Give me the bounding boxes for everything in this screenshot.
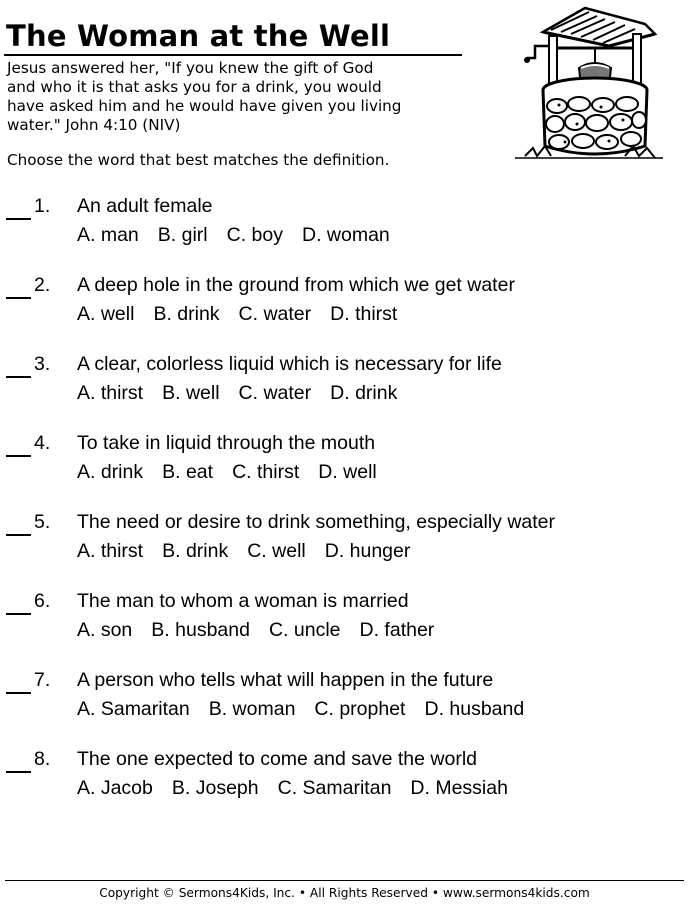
question-number: 8. [34, 748, 51, 770]
option-a: A. well [77, 303, 135, 325]
scripture-verse [7, 59, 477, 135]
question-number: 3. [34, 353, 51, 375]
option-b: B. drink [162, 540, 229, 562]
question-definition: To take in liquid through the mouth [77, 432, 376, 454]
question-item [0, 431, 689, 510]
question-number: 7. [34, 669, 51, 691]
question-item [0, 747, 689, 826]
answer-options [77, 381, 416, 405]
option-d: D. well [318, 461, 377, 483]
question-definition: The need or desire to drink something, especially water [77, 511, 555, 533]
question-item [0, 589, 689, 668]
answer-options [77, 539, 429, 563]
option-b: B. eat [162, 461, 214, 483]
question-definition: The man to whom a woman is married [77, 590, 409, 612]
question-definition: A clear, colorless liquid which is necessary for life [77, 353, 502, 375]
option-c: C. prophet [314, 698, 406, 720]
answer-options [77, 302, 416, 326]
option-c: C. boy [226, 224, 283, 246]
page-title: The Woman at the Well [6, 19, 391, 53]
question-item [0, 194, 689, 273]
wishing-well-icon [505, 6, 665, 164]
answer-options [77, 460, 396, 484]
option-a: A. son [77, 619, 133, 641]
answer-blank[interactable] [6, 455, 31, 457]
option-d: D. father [359, 619, 435, 641]
option-b: B. Joseph [171, 777, 259, 799]
footer-copyright: Copyright © Sermons4Kids, Inc. • All Rights Reserved • www.sermons4kids.com [99, 886, 590, 900]
question-item [0, 510, 689, 589]
instructions: Choose the word that best matches the definition. [7, 151, 390, 169]
question-number: 1. [34, 195, 51, 217]
option-c: C. Samaritan [277, 777, 392, 799]
question-definition: The one expected to come and save the world [77, 748, 477, 770]
option-d: D. thirst [330, 303, 398, 325]
question-definition: A deep hole in the ground from which we get water [77, 274, 515, 296]
question-number: 4. [34, 432, 51, 454]
option-a: A. thirst [77, 382, 144, 404]
question-number: 6. [34, 590, 51, 612]
question-item [0, 668, 689, 747]
option-a: A. Samaritan [77, 698, 190, 720]
answer-options [77, 697, 543, 721]
question-definition: A person who tells what will happen in the future [77, 669, 494, 691]
answer-blank[interactable] [6, 297, 31, 299]
answer-blank[interactable] [6, 218, 31, 220]
answer-blank[interactable] [6, 613, 31, 615]
question-definition: An adult female [77, 195, 213, 217]
title-underline [4, 54, 462, 56]
option-b: B. drink [153, 303, 220, 325]
answer-options [77, 618, 453, 642]
verse-line: have asked him and he would have given you living [7, 97, 402, 115]
option-d: D. drink [330, 382, 398, 404]
answer-blank[interactable] [6, 771, 31, 773]
option-b: B. woman [208, 698, 296, 720]
option-d: D. Messiah [410, 777, 508, 799]
option-a: A. Jacob [77, 777, 153, 799]
answer-blank[interactable] [6, 376, 31, 378]
question-list [0, 194, 689, 826]
question-item [0, 273, 689, 352]
option-a: A. thirst [77, 540, 144, 562]
footer-divider [5, 880, 684, 881]
verse-line: water." John 4:10 (NIV) [7, 116, 181, 134]
answer-blank[interactable] [6, 534, 31, 536]
answer-options [77, 223, 409, 247]
option-b: B. girl [157, 224, 208, 246]
option-d: D. hunger [324, 540, 411, 562]
option-d: D. woman [302, 224, 390, 246]
option-c: C. water [238, 382, 312, 404]
question-item [0, 352, 689, 431]
option-b: B. husband [151, 619, 250, 641]
option-c: C. uncle [268, 619, 341, 641]
verse-line: and who it is that asks you for a drink, you would [7, 78, 382, 96]
option-a: A. drink [77, 461, 144, 483]
question-number: 5. [34, 511, 51, 533]
option-c: C. water [238, 303, 312, 325]
question-number: 2. [34, 274, 51, 296]
option-b: B. well [162, 382, 220, 404]
answer-blank[interactable] [6, 692, 31, 694]
option-a: A. man [77, 224, 139, 246]
option-c: C. well [247, 540, 306, 562]
answer-options [77, 776, 527, 800]
verse-line: Jesus answered her, "If you knew the gift of God [7, 59, 374, 77]
option-c: C. thirst [232, 461, 300, 483]
option-d: D. husband [424, 698, 525, 720]
